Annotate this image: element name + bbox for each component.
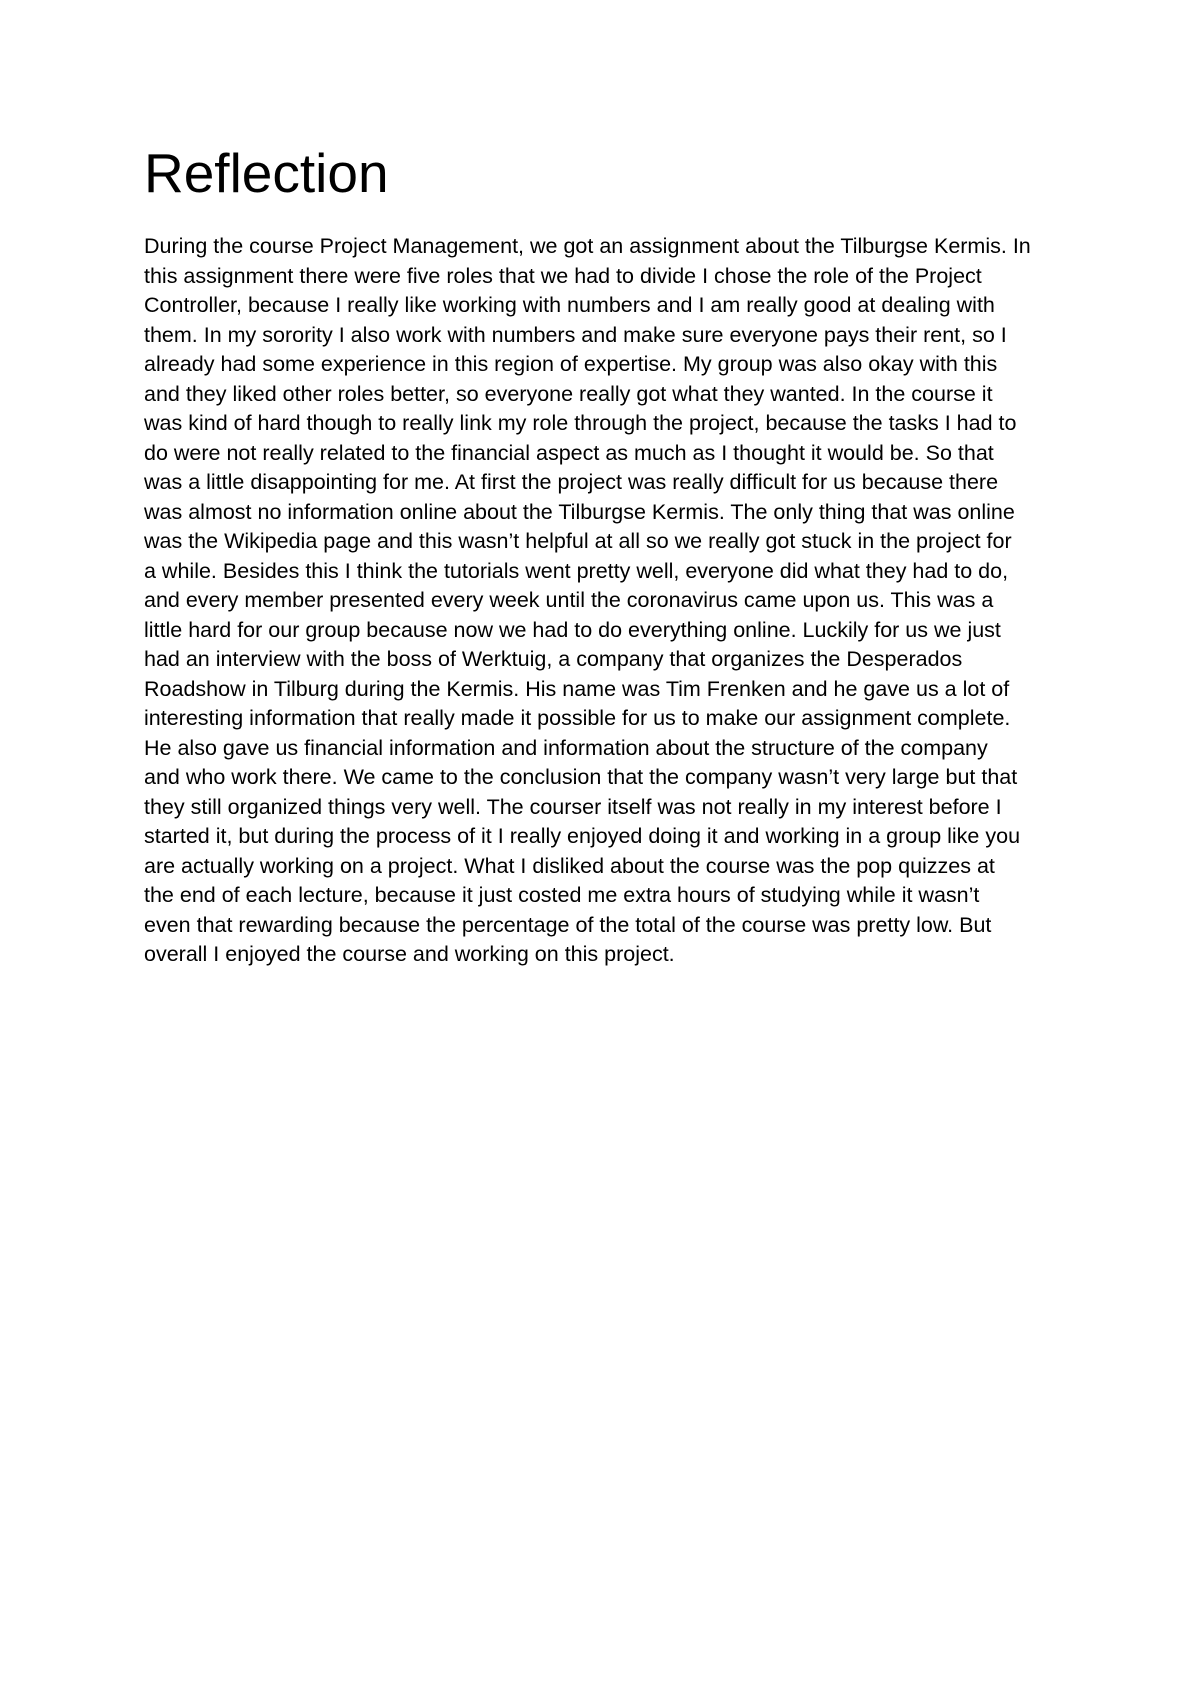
paragraph-line: them. In my sorority I also work with numbers and make sure everyone pays their rent, so I [144, 322, 1007, 347]
paragraph-line: was the Wikipedia page and this wasn’t helpful at all so we really got stuck in the project for [144, 529, 1012, 553]
paragraph-line: and they liked other roles better, so everyone really got what they wanted. In the course it [144, 381, 993, 406]
paragraph-line: Roadshow in Tilburg during the Kermis. His name was Tim Frenken and he gave us a lot of [144, 676, 1010, 701]
paragraph-line: overall I enjoyed the course and working on this project. [144, 942, 675, 966]
paragraph-line: Controller, because I really like working with numbers and I am really good at dealing with [144, 293, 995, 317]
paragraph-line: the end of each lecture, because it just costed me extra hours of studying while it wasn’t [144, 883, 980, 907]
paragraph-line: had an interview with the boss of Werktuig, a company that organizes the Desperados [144, 647, 963, 671]
paragraph-line: During the course Project Management, we got an assignment about the Tilburgse Kermis. In [144, 234, 1031, 258]
paragraph-line: He also gave us financial information and information about the structure of the company [144, 735, 988, 760]
paragraph-line: started it, but during the process of it I really enjoyed doing it and working in a group like you [144, 824, 1021, 848]
paragraph-line: already had some experience in this region of expertise. My group was also okay with this [144, 352, 998, 376]
paragraph-line: was kind of hard though to really link my role through the project, because the tasks I had to [144, 411, 1017, 435]
paragraph-line: interesting information that really made it possible for us to make our assignment complete. [144, 706, 1011, 730]
paragraph-line: and who work there. We came to the conclusion that the company wasn’t very large but that [144, 765, 1018, 789]
paragraph-line: this assignment there were five roles that we had to divide I chose the role of the Project [144, 263, 982, 288]
paragraph-line: a while. Besides this I think the tutorials went pretty well, everyone did what they had to do, [144, 558, 1009, 583]
document-title: Reflection [144, 142, 389, 204]
paragraph-line: they still organized things very well. The courser itself was not really in my interest before I [144, 794, 1002, 819]
paragraph-line: was almost no information online about the Tilburgse Kermis. The only thing that was online [144, 499, 1015, 524]
paragraph-line: was a little disappointing for me. At first the project was really difficult for us because there [144, 470, 999, 494]
reflection-paragraph [144, 232, 1068, 970]
document-content [144, 140, 1068, 970]
paragraph-line: and every member presented every week until the coronavirus came upon us. This was a [144, 588, 994, 612]
paragraph-line: do were not really related to the financial aspect as much as I thought it would be. So that [144, 440, 994, 465]
paragraph-line: little hard for our group because now we had to do everything online. Luckily for us we just [144, 617, 1001, 642]
paragraph-line: even that rewarding because the percentage of the total of the course was pretty low. But [144, 912, 992, 937]
paragraph-line: are actually working on a project. What I disliked about the course was the pop quizzes at [144, 853, 995, 878]
